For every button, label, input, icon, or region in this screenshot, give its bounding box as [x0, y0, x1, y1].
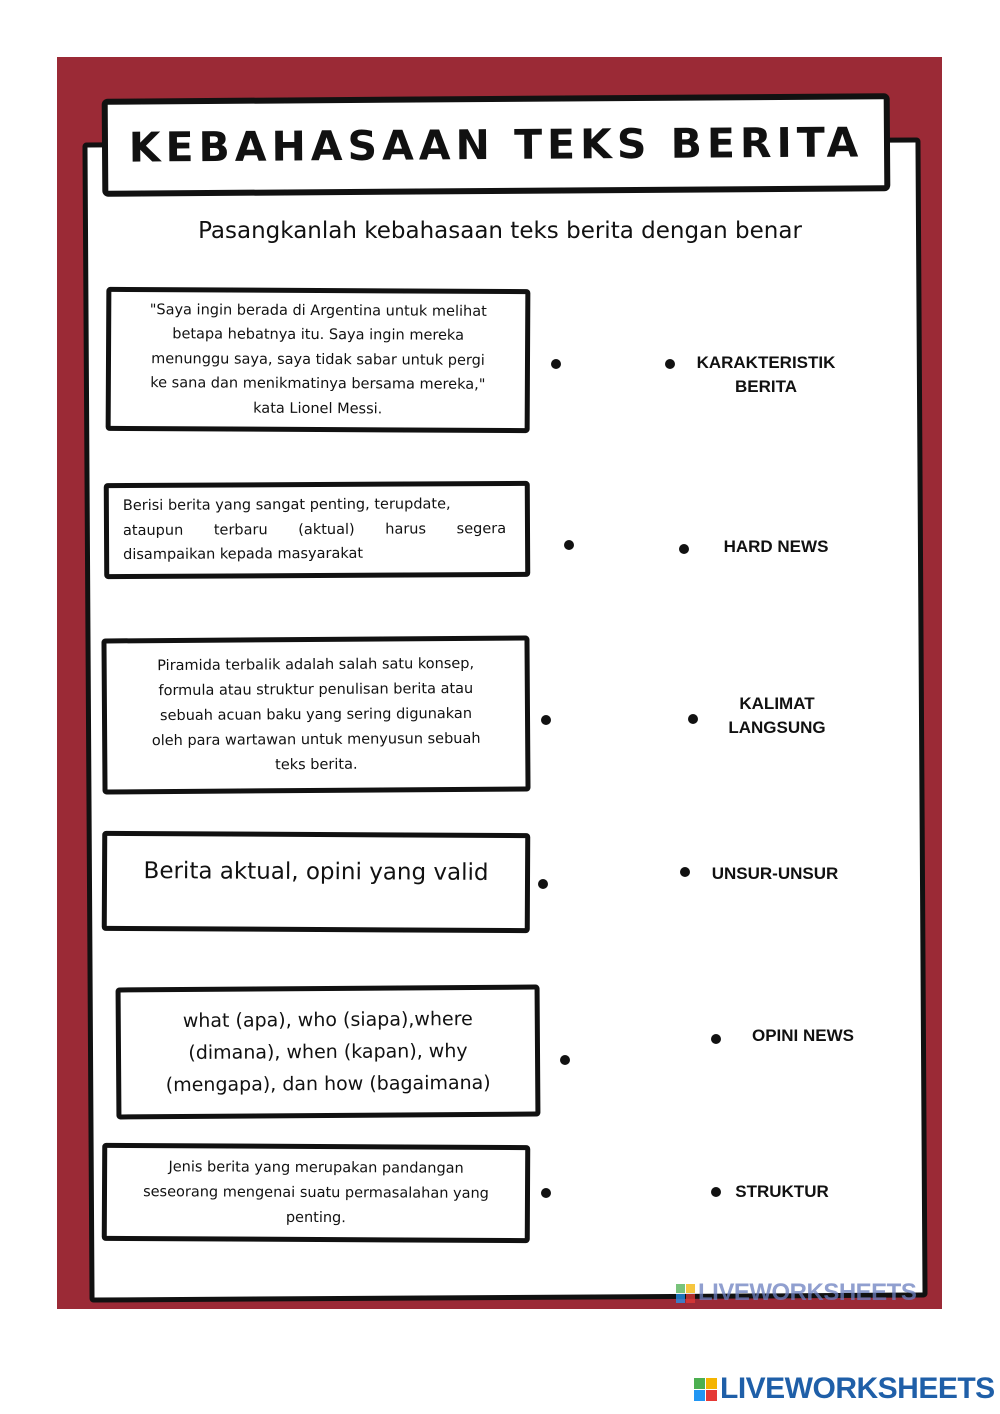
instruction-text: Pasangkanlah kebahasaan teks berita dengan benar	[198, 218, 802, 244]
question-dot-1[interactable]	[551, 359, 561, 369]
answer-label-1[interactable]: KARAKTERISTIK BERITA	[696, 353, 836, 396]
title-banner	[102, 93, 891, 196]
answer-label-6[interactable]: STRUKTUR	[735, 1182, 829, 1201]
question-dot-6[interactable]	[541, 1188, 551, 1198]
liveworksheets-icon	[676, 1284, 695, 1303]
footer-liveworksheets-logo	[694, 1372, 995, 1406]
footer-logo-text: LIVEWORKSHEETS	[720, 1372, 995, 1405]
question-text-3: Piramida terbalik adalah salah satu konsep, formula atau struktur penulisan berita atau sebuah acuan baku yang sering digunakan oleh para wartawan untuk menyusun sebuah teks berita.	[151, 655, 481, 773]
question-box-3[interactable]	[101, 636, 530, 795]
question-box-2[interactable]	[104, 481, 530, 579]
answer-label-3[interactable]: KALIMAT LANGSUNG	[728, 694, 826, 737]
answer-dot-1[interactable]	[665, 359, 675, 369]
question-text-4: Berita aktual, opini yang valid	[143, 858, 489, 886]
answer-dot-6[interactable]	[711, 1187, 721, 1197]
question-box-6[interactable]	[102, 1143, 531, 1243]
answer-dot-4[interactable]	[680, 867, 690, 877]
answer-dot-3[interactable]	[688, 714, 698, 724]
answer-label-2[interactable]: HARD NEWS	[723, 537, 829, 556]
inner-liveworksheets-logo	[676, 1279, 916, 1307]
question-text-1: "Saya ingin berada di Argentina untuk melihat betapa hebatnya itu. Saya ingin mereka menunggu saya, saya tidak sabar untuk pergi ke sana dan menikmatinya bersama mereka," kata Lionel Messi.	[149, 301, 487, 418]
question-box-4[interactable]	[102, 831, 531, 933]
question-text-2: Berisi berita yang sangat penting, terupdate, ataupun terbaru (aktual) harus segera disampaikan kepada masyarakat	[122, 496, 507, 564]
answer-label-4[interactable]: UNSUR-UNSUR	[711, 864, 839, 883]
question-dot-4[interactable]	[538, 879, 548, 889]
answer-dot-2[interactable]	[679, 544, 689, 554]
question-text-5: what (apa), who (siapa),where (dimana), when (kapan), why (mengapa), dan how (bagaimana)	[165, 1007, 491, 1097]
answer-dot-5[interactable]	[711, 1034, 721, 1044]
question-box-1[interactable]	[106, 287, 531, 433]
question-dot-5[interactable]	[560, 1055, 570, 1065]
liveworksheets-icon	[694, 1378, 717, 1401]
question-dot-2[interactable]	[564, 540, 574, 550]
page-title: KEBAHASAAN TEKS BERITA	[128, 118, 864, 172]
question-dot-3[interactable]	[541, 715, 551, 725]
question-box-5[interactable]	[116, 985, 541, 1120]
question-text-6: Jenis berita yang merupakan pandangan seseorang mengenai suatu permasalahan yang penting.	[143, 1158, 489, 1226]
answer-label-5[interactable]: OPINI NEWS	[751, 1026, 854, 1045]
inner-logo-text: LIVEWORKSHEETS	[698, 1279, 917, 1306]
